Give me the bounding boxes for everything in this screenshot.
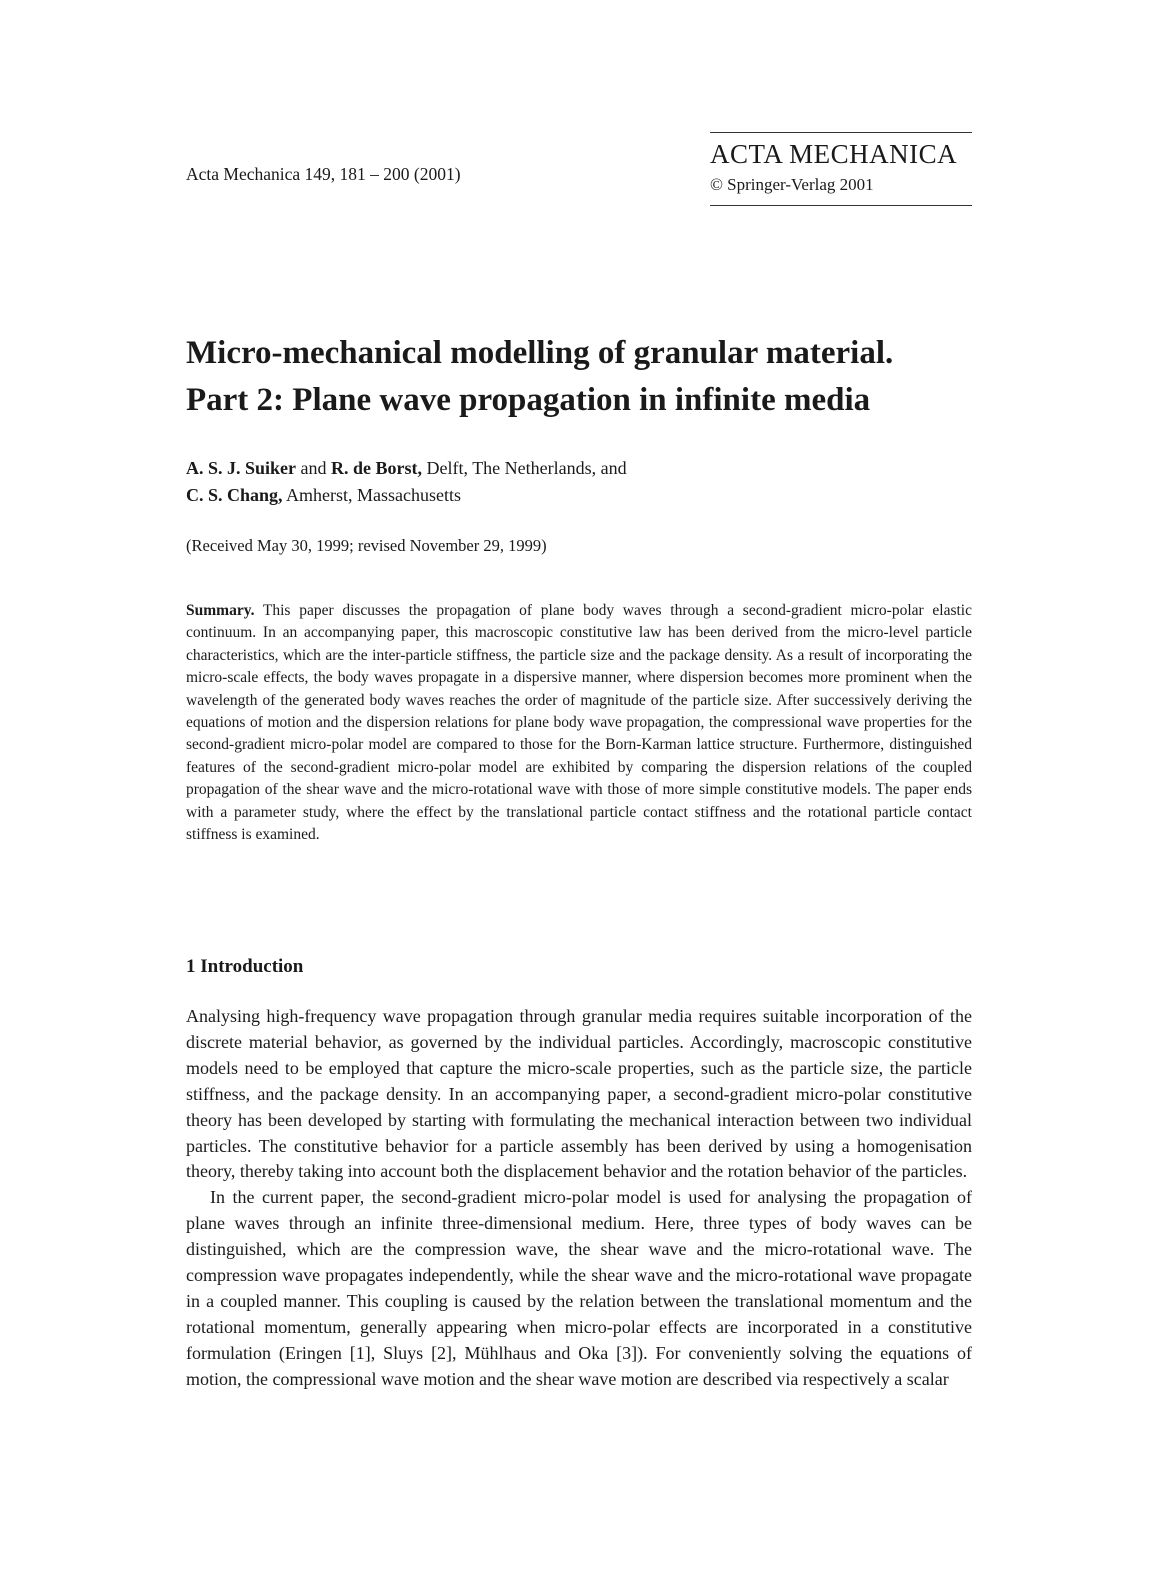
authors-line-2 <box>186 482 627 509</box>
summary-text: This paper discusses the propagation of plane body waves through a second-gradient micro-polar elastic continuum. In an accompanying paper, this macroscopic constitutive law has been derived from the micro-level particle characteristics, which are the inter-particle stiffness, the particle size and the package density. As a result of incorporating the micro-scale effects, the body waves propagate in a dispersive manner, where dispersion becomes more prominent when the wavelength of the generated body waves reaches the order of magnitude of the particle size. After successively deriving the equations of motion and the dispersion relations for plane body wave propagation, the compressional wave properties for the second-gradient micro-polar model are compared to those for the Born-Karman lattice structure. Furthermore, distinguished features of the second-gradient micro-polar model are exhibited by comparing the dispersion relations of the coupled propagation of the shear wave and the micro-rotational wave with those of more simple constitutive models. The paper ends with a parameter study, where the effect by the translational particle contact stiffness and the rotational particle contact stiffness is examined. <box>186 602 972 844</box>
author-de-borst: R. de Borst, <box>331 458 423 478</box>
intro-paragraph-2: In the current paper, the second-gradient micro-polar model is used for analysing the propagation of plane waves through an infinite three-dimensional medium. Here, three types of body waves can be distinguished, which are the compression wave, the shear wave and the micro-rotational wave. The compression wave propagates independently, while the shear wave and the micro-rotational wave propagate in a coupled manner. This coupling is caused by the relation between the translational momentum and the rotational momentum, generally appearing when micro-polar effects are incorporated in a constitutive formulation (Eringen [1], Sluys [2], Mühlhaus and Oka [3]). For conveniently solving the equations of motion, the compressional wave motion and the shear wave motion are described via respectively a scalar <box>186 1187 972 1389</box>
affiliation-delft: Delft, The Netherlands, and <box>422 458 627 478</box>
brand-top-rule <box>710 132 972 133</box>
journal-citation: Acta Mechanica 149, 181 – 200 (2001) <box>186 164 461 184</box>
authors-block <box>186 455 627 509</box>
author-chang: C. S. Chang, <box>186 485 283 505</box>
author-suiker: A. S. J. Suiker <box>186 458 297 478</box>
received-dates: (Received May 30, 1999; revised November 29, 1999) <box>186 536 547 555</box>
paper-title <box>186 330 986 424</box>
summary-abstract <box>186 600 972 846</box>
section-heading-introduction: 1 Introduction <box>186 956 304 977</box>
summary-label: Summary. <box>186 602 255 619</box>
author-conjunction: and <box>296 458 332 478</box>
publisher-copyright: © Springer-Verlag 2001 <box>710 175 874 194</box>
title-line-2: Part 2: Plane wave propagation in infinite media <box>186 382 871 418</box>
intro-paragraph-1: Analysing high-frequency wave propagation through granular media requires suitable incorporation of the discrete material behavior, as governed by the individual particles. Accordingly, macroscopic constitutive models need to be employed that capture the micro-scale properties, such as the particle size, the particle stiffness, and the package density. In an accompanying paper, a second-gradient micro-polar constitutive theory has been developed by starting with formulating the mechanical interaction between two individual particles. The constitutive behavior for a particle assembly has been derived by using a homogenisation theory, thereby taking into account both the displacement behavior and the rotation behavior of the particles. <box>186 1006 972 1182</box>
title-line-1: Micro-mechanical modelling of granular material. <box>186 335 894 371</box>
introduction-body <box>186 1004 972 1393</box>
affiliation-amherst: Amherst, Massachusetts <box>282 485 462 505</box>
authors-line-1 <box>186 455 627 482</box>
journal-name: ACTA MECHANICA <box>710 139 958 169</box>
brand-bottom-rule <box>710 205 972 206</box>
journal-brand <box>710 132 972 206</box>
